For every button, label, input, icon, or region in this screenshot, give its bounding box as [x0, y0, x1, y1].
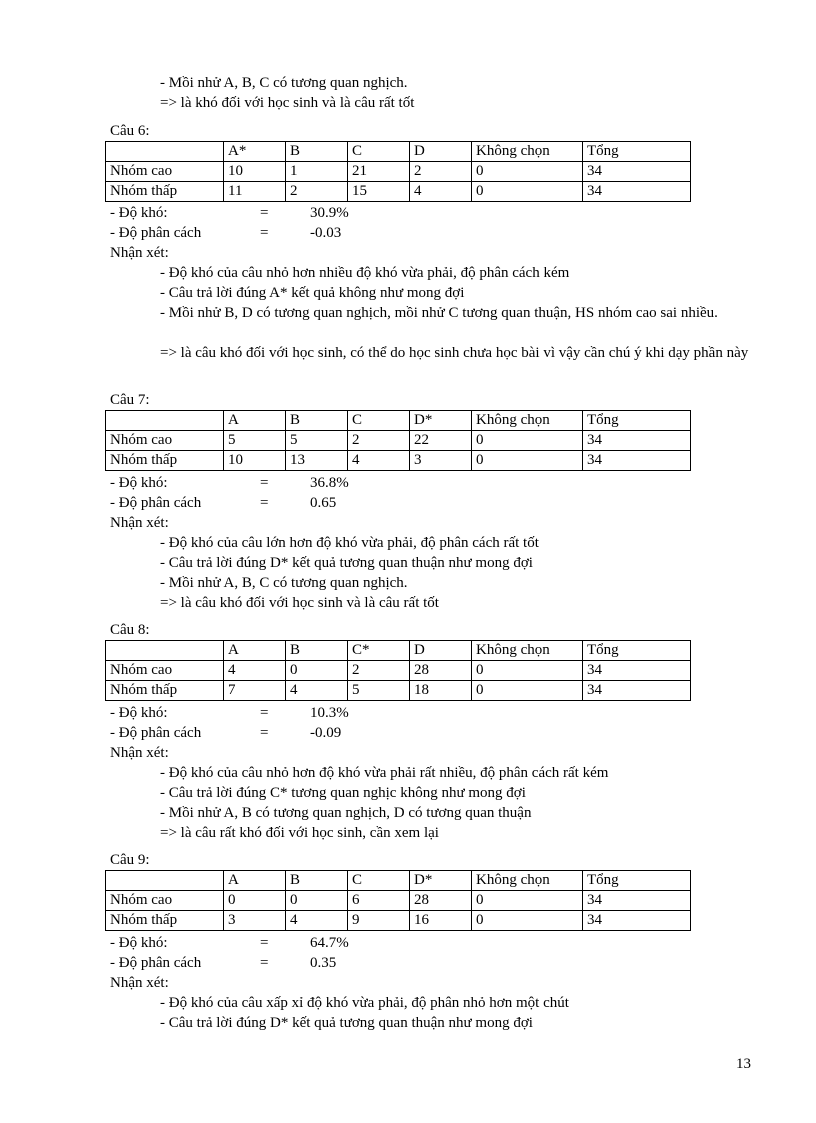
table-cell — [106, 411, 224, 431]
table-cell — [106, 142, 224, 162]
equals-sign: = — [260, 495, 269, 511]
table-cell: 4 — [224, 661, 286, 681]
table-row — [106, 661, 691, 681]
table-cell: 2 — [286, 182, 348, 202]
remark-line: - Mồi nhử A, B có tương quan nghịch, D có tương quan thuận — [160, 805, 532, 821]
remark-line: => là câu rất khó đối với học sinh, cần xem lại — [160, 825, 439, 841]
table-cell: Nhóm thấp — [106, 911, 224, 931]
equals-sign: = — [260, 205, 269, 221]
table-cell: A — [224, 411, 286, 431]
difficulty-value: 36.8% — [310, 475, 349, 491]
table-cell: Nhóm cao — [106, 431, 224, 451]
table-cell: 0 — [472, 891, 583, 911]
table-header-row — [106, 641, 691, 661]
remark-line: - Câu trả lời đúng D* kết quả tương quan thuận như mong đợi — [160, 555, 533, 571]
remark-line: - Độ khó của câu xấp xỉ độ khó vừa phải, độ phân nhỏ hơn một chút — [160, 995, 569, 1011]
remark-paragraph: - Mồi nhử B, D có tương quan nghịch, mồi nhử C tương quan thuận, HS nhóm cao sai nhiều. — [160, 305, 718, 321]
table-cell: B — [286, 641, 348, 661]
table-cell: A* — [224, 142, 286, 162]
table-cell: 15 — [348, 182, 410, 202]
table-cell: 0 — [472, 911, 583, 931]
difficulty-label: - Độ khó: — [110, 705, 168, 721]
question-6-title: Câu 6: — [110, 123, 150, 139]
table-cell: Không chọn — [472, 142, 583, 162]
remark-title: Nhận xét: — [110, 745, 169, 761]
equals-sign: = — [260, 935, 269, 951]
table-cell: Không chọn — [472, 871, 583, 891]
table-cell: B — [286, 142, 348, 162]
table-row — [106, 891, 691, 911]
table-cell: Nhóm thấp — [106, 681, 224, 701]
equals-sign: = — [260, 705, 269, 721]
question-8-table — [105, 640, 691, 701]
table-cell: A — [224, 871, 286, 891]
table-cell: Nhóm thấp — [106, 451, 224, 471]
question-7-title: Câu 7: — [110, 392, 150, 408]
remark-line: - Độ khó của câu nhỏ hơn nhiều độ khó vừa phải, độ phân cách kém — [160, 265, 570, 281]
discrimination-value: 0.35 — [310, 955, 337, 971]
equals-sign: = — [260, 955, 269, 971]
table-cell: 34 — [583, 681, 691, 701]
table-row — [106, 681, 691, 701]
table-cell: Không chọn — [472, 641, 583, 661]
table-cell — [106, 871, 224, 891]
table-cell: 18 — [410, 681, 472, 701]
page-number: 13 — [736, 1056, 751, 1072]
remark-line: - Câu trả lời đúng D* kết quả tương quan thuận như mong đợi — [160, 1015, 533, 1031]
question-8-title: Câu 8: — [110, 622, 150, 638]
difficulty-value: 10.3% — [310, 705, 349, 721]
discrimination-value: -0.03 — [310, 225, 342, 241]
table-cell: 0 — [472, 451, 583, 471]
table-cell: 0 — [286, 661, 348, 681]
remark-paragraph: => là câu khó đối với học sinh, có thể do học sinh chưa học bài vì vậy cần chú ý khi dạy phần này — [160, 345, 749, 361]
table-cell: 13 — [286, 451, 348, 471]
table-cell: 28 — [410, 891, 472, 911]
table-cell: 5 — [348, 681, 410, 701]
table-cell: 34 — [583, 451, 691, 471]
remark-title: Nhận xét: — [110, 245, 169, 261]
table-cell: 28 — [410, 661, 472, 681]
remark-title: Nhận xét: — [110, 975, 169, 991]
table-cell: 34 — [583, 891, 691, 911]
discrimination-value: -0.09 — [310, 725, 342, 741]
table-cell: 9 — [348, 911, 410, 931]
table-cell: Tổng — [583, 871, 691, 891]
question-9-title: Câu 9: — [110, 852, 150, 868]
table-header-row — [106, 411, 691, 431]
equals-sign: = — [260, 225, 269, 241]
discrimination-label: - Độ phân cách — [110, 955, 202, 971]
table-header-row — [106, 142, 691, 162]
remark-title: Nhận xét: — [110, 515, 169, 531]
table-cell: 2 — [348, 431, 410, 451]
equals-sign: = — [260, 475, 269, 491]
table-cell: 34 — [583, 661, 691, 681]
table-cell: 4 — [348, 451, 410, 471]
table-cell: C — [348, 411, 410, 431]
discrimination-label: - Độ phân cách — [110, 725, 202, 741]
table-cell: 0 — [286, 891, 348, 911]
question-9-table — [105, 870, 691, 931]
table-cell: 7 — [224, 681, 286, 701]
question-7-table — [105, 410, 691, 471]
table-cell: 16 — [410, 911, 472, 931]
table-cell: 2 — [410, 162, 472, 182]
table-cell: Tổng — [583, 142, 691, 162]
table-cell: C — [348, 142, 410, 162]
remark-line: => là câu khó đối với học sinh và là câu rất tốt — [160, 595, 439, 611]
table-cell: D* — [410, 871, 472, 891]
table-cell: 4 — [410, 182, 472, 202]
table-cell: D* — [410, 411, 472, 431]
table-cell: 34 — [583, 162, 691, 182]
table-cell — [106, 641, 224, 661]
difficulty-label: - Độ khó: — [110, 205, 168, 221]
remark-line: - Độ khó của câu lớn hơn độ khó vừa phải, độ phân cách rất tốt — [160, 535, 539, 551]
table-row — [106, 911, 691, 931]
table-cell: 3 — [224, 911, 286, 931]
table-cell: 34 — [583, 431, 691, 451]
table-cell: 5 — [224, 431, 286, 451]
table-cell: 0 — [472, 431, 583, 451]
discrimination-value: 0.65 — [310, 495, 337, 511]
table-row — [106, 451, 691, 471]
table-cell: Nhóm cao — [106, 891, 224, 911]
table-cell: 34 — [583, 182, 691, 202]
table-cell: 1 — [286, 162, 348, 182]
remark-line: - Câu trả lời đúng A* kết quả không như mong đợi — [160, 285, 465, 301]
difficulty-value: 64.7% — [310, 935, 349, 951]
table-cell: C — [348, 871, 410, 891]
table-cell: 0 — [472, 182, 583, 202]
equals-sign: = — [260, 725, 269, 741]
remark-line: - Câu trả lời đúng C* tương quan nghịc không như mong đợi — [160, 785, 526, 801]
table-cell: Tổng — [583, 641, 691, 661]
table-cell: D — [410, 142, 472, 162]
table-cell: Nhóm cao — [106, 162, 224, 182]
table-cell: D — [410, 641, 472, 661]
intro-line-1: - Mồi nhử A, B, C có tương quan nghịch. — [160, 75, 408, 91]
table-cell: 4 — [286, 681, 348, 701]
table-header-row — [106, 871, 691, 891]
table-cell: C* — [348, 641, 410, 661]
remark-line: - Mồi nhử A, B, C có tương quan nghịch. — [160, 575, 408, 591]
discrimination-label: - Độ phân cách — [110, 495, 202, 511]
table-cell: B — [286, 871, 348, 891]
intro-line-2: => là khó đối với học sinh và là câu rất tốt — [160, 95, 415, 111]
table-cell: 5 — [286, 431, 348, 451]
table-cell: Tổng — [583, 411, 691, 431]
table-cell: Nhóm thấp — [106, 182, 224, 202]
difficulty-label: - Độ khó: — [110, 935, 168, 951]
table-cell: 10 — [224, 451, 286, 471]
table-cell: 10 — [224, 162, 286, 182]
table-cell: 0 — [472, 681, 583, 701]
table-row — [106, 182, 691, 202]
table-cell: 0 — [224, 891, 286, 911]
question-6-table — [105, 141, 691, 202]
difficulty-value: 30.9% — [310, 205, 349, 221]
table-cell: 22 — [410, 431, 472, 451]
table-cell: 11 — [224, 182, 286, 202]
table-cell: 3 — [410, 451, 472, 471]
table-cell: 0 — [472, 162, 583, 182]
table-cell: 0 — [472, 661, 583, 681]
remark-line: - Độ khó của câu nhỏ hơn độ khó vừa phải rất nhiều, độ phân cách rất kém — [160, 765, 609, 781]
table-row — [106, 431, 691, 451]
table-cell: 21 — [348, 162, 410, 182]
difficulty-label: - Độ khó: — [110, 475, 168, 491]
table-cell: Không chọn — [472, 411, 583, 431]
table-cell: 34 — [583, 911, 691, 931]
table-row — [106, 162, 691, 182]
table-cell: A — [224, 641, 286, 661]
table-cell: B — [286, 411, 348, 431]
table-cell: 4 — [286, 911, 348, 931]
table-cell: 2 — [348, 661, 410, 681]
table-cell: Nhóm cao — [106, 661, 224, 681]
table-cell: 6 — [348, 891, 410, 911]
discrimination-label: - Độ phân cách — [110, 225, 202, 241]
